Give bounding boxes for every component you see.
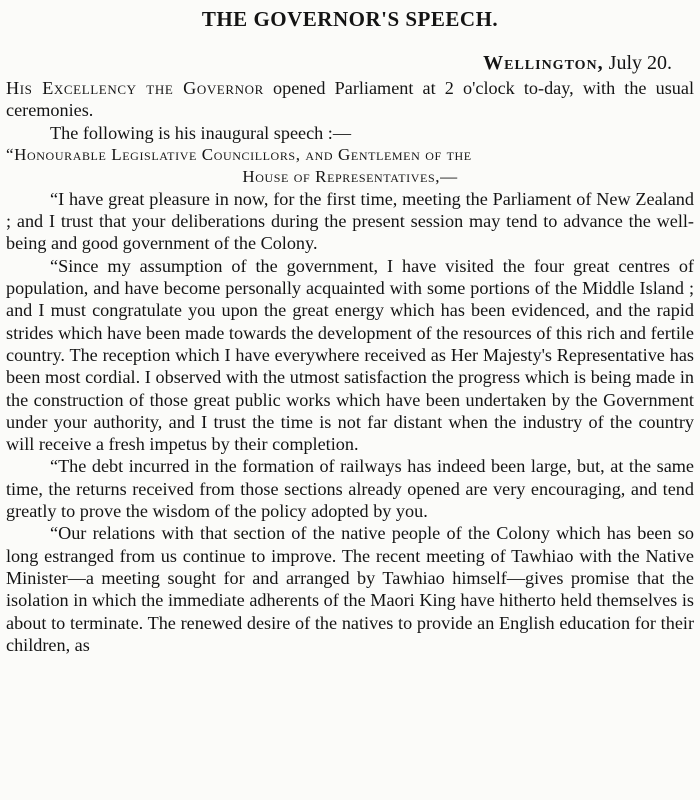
address-line-1: “Honourable Legislative Councillors, and Gentlemen of the xyxy=(6,144,472,164)
newspaper-page xyxy=(0,4,700,800)
article-title: THE GOVERNOR'S SPEECH. xyxy=(201,7,499,31)
dateline-place: Wellington, xyxy=(483,52,604,74)
speech-paragraph-3: “The debt incurred in the formation of railways has indeed been large, but, at the same time, the returns received from those sections already opened are very encouraging, and tend greatly to prove the wisdom of the policy adopted by you. xyxy=(6,456,694,522)
intro-line: The following is his inaugural speech :— xyxy=(50,122,352,143)
dateline xyxy=(6,50,694,77)
address-line-2: House of Representatives,— xyxy=(242,166,458,186)
speech-paragraph-1: “I have great pleasure in now, for the first time, meeting the Parliament of New Zealand ; and I trust that your deliberations during the present session may tend to advance the well-being and good government of the Colony. xyxy=(6,188,694,254)
lead-rest: opened Parliament at 2 o'clock to-day, with the usual ceremonies. xyxy=(6,78,695,121)
dateline-date: July 20. xyxy=(608,52,672,74)
speech-paragraph-4: “Our relations with that section of the native people of the Colony which has been so long estranged from us continue to improve. The recent meeting of Tawhiao with the Native Minister—a meeting sought for and arranged by Tawhiao himself—gives promise that the isolation in which the immediate adherents of the Maori King have hitherto held themselves is about to terminate. The renewed desire of the natives to provide an English education for their children, as xyxy=(6,523,694,655)
speech-paragraph-2: “Since my assumption of the government, I have visited the four great centres of population, and have become personally acquainted with some portions of the Middle Island ; and I must congratulate you upon the great energy which has been evidenced, and the rapid strides which have been made towards the development of the resources of this rich and fertile country. The reception which I have everywhere received as Her Majesty's Representative has been most cordial. I observed with the utmost satisfaction the progress which is being made in the construction of those great public works which have been undertaken by the Government under your authority, and I trust the time is not far distant when the industry of the country will receive a fresh impetus by their completion. xyxy=(6,255,694,455)
lead-paragraph xyxy=(6,77,694,122)
lead-smallcaps: His Excellency the Governor xyxy=(6,78,264,98)
